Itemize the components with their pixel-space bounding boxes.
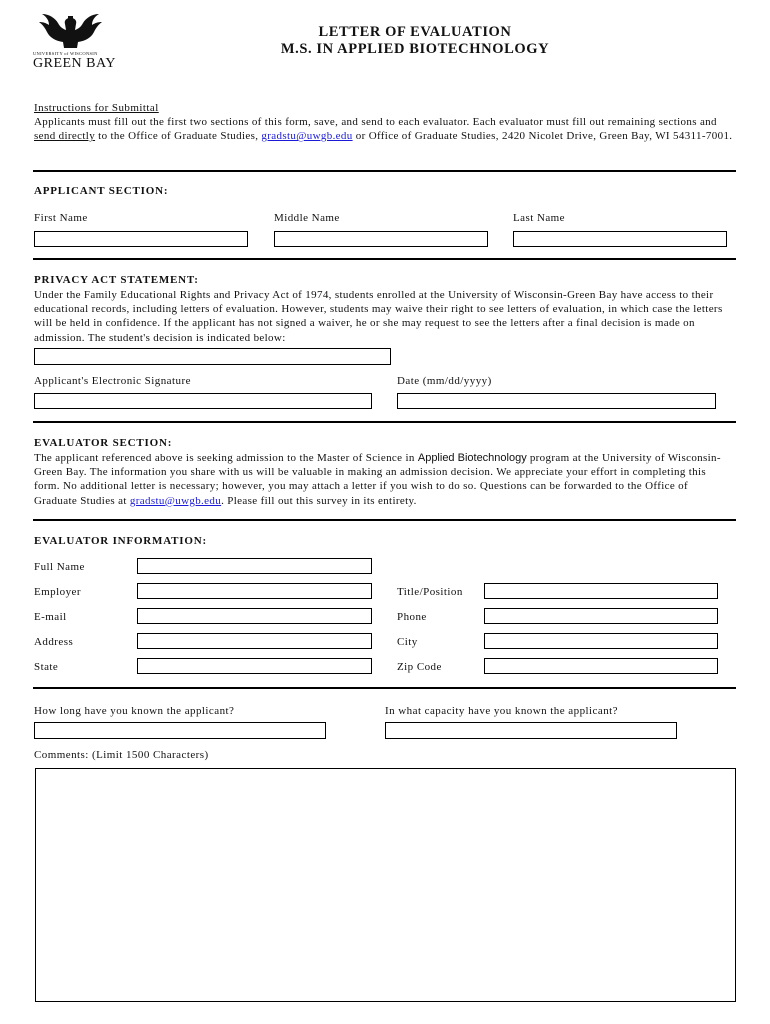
middle-name-label: Middle Name — [274, 212, 340, 224]
page-title: LETTER OF EVALUATION — [318, 24, 512, 40]
privacy-text: Under the Family Educational Rights and Privacy Act of 1974, students enrolled at the University of Wisconsin-Green Bay have access to their educational records, including letters of evaluation. However, students may waive their right to see letters of evaluation, in which case the letters will be held in confidence. If the applicant has not signed a waiver, he or she may request to see the letters after a final decision is made on admission. The student's decision is indicated below: — [34, 289, 723, 344]
evaluator-text: The applicant referenced above is seeking admission to the Master of Science in Applied Biotechnology program at the University of Wisconsin-Green Bay. The information you share with us will be valuable in making an admission decision. We appreciate your effort in completing this form. No additional letter is necessary; however, you may attach a letter if you wish to do so. Questions can be forwarded to the Office of Graduate Studies at gradstu@uwgb.edu. Please fill out this survey in its entirety. — [34, 452, 721, 507]
evaluator-email-link[interactable]: gradstu@uwgb.edu — [129, 494, 222, 507]
last-name-field[interactable] — [513, 231, 727, 247]
how-long-label: How long have you known the applicant? — [34, 705, 235, 717]
university-logo — [33, 12, 116, 71]
full-name-field[interactable] — [137, 558, 372, 574]
how-long-field[interactable] — [34, 722, 326, 739]
student-decision-field[interactable] — [34, 348, 391, 365]
instructions-text: Applicants must fill out the first two sections of this form, save, and send to each evaluator. Each evaluator must fill out remaining sections and send directly to the Office of Graduate Studies, gradstu@uwgb.edu or Office of Graduate Studies, 2420 Nicolet Drive, Green Bay, WI 54311-7001. — [34, 116, 733, 143]
privacy-heading: PRIVACY ACT STATEMENT: — [34, 274, 199, 286]
capacity-field[interactable] — [385, 722, 677, 739]
first-name-label: First Name — [34, 212, 88, 224]
signature-label: Applicant's Electronic Signature — [34, 375, 191, 387]
evaluator-section-heading: EVALUATOR SECTION: — [34, 437, 173, 449]
instructions-email-link[interactable]: gradstu@uwgb.edu — [261, 130, 353, 143]
instructions-heading: Instructions for Submittal — [34, 102, 159, 114]
evaluator-info-heading: EVALUATOR INFORMATION: — [34, 535, 207, 547]
phone-label: Phone — [397, 611, 427, 623]
address-label: Address — [34, 636, 74, 648]
comments-label: Comments: (Limit 1500 Characters) — [34, 749, 209, 761]
full-name-label: Full Name — [34, 561, 85, 573]
date-field[interactable] — [397, 393, 716, 409]
comments-textarea[interactable] — [35, 768, 736, 1002]
logo-campus-text: GREEN BAY — [33, 56, 116, 71]
divider — [33, 170, 736, 172]
city-label: City — [397, 636, 418, 648]
email-label: E-mail — [34, 611, 67, 623]
zip-code-label: Zip Code — [397, 661, 442, 673]
phone-field[interactable] — [484, 608, 718, 624]
divider — [33, 421, 736, 423]
send-directly-text: send directly — [34, 130, 96, 143]
state-label: State — [34, 661, 59, 673]
divider — [33, 687, 736, 689]
middle-name-field[interactable] — [274, 231, 488, 247]
page-subtitle: M.S. IN APPLIED BIOTECHNOLOGY — [280, 41, 550, 57]
city-field[interactable] — [484, 633, 718, 649]
logo-university-text: UNIVERSITY of WISCONSIN — [33, 51, 98, 56]
date-label: Date (mm/dd/yyyy) — [397, 375, 492, 387]
divider — [33, 258, 736, 260]
zip-code-field[interactable] — [484, 658, 718, 674]
employer-field[interactable] — [137, 583, 372, 599]
first-name-field[interactable] — [34, 231, 248, 247]
phoenix-logo-icon — [33, 12, 108, 50]
employer-label: Employer — [34, 586, 81, 598]
signature-field[interactable] — [34, 393, 372, 409]
address-field[interactable] — [137, 633, 372, 649]
applicant-section-heading: APPLICANT SECTION: — [34, 185, 169, 197]
email-field[interactable] — [137, 608, 372, 624]
state-field[interactable] — [137, 658, 372, 674]
last-name-label: Last Name — [513, 212, 566, 224]
title-position-label: Title/Position — [397, 586, 463, 598]
title-position-field[interactable] — [484, 583, 718, 599]
divider — [33, 519, 736, 521]
capacity-label: In what capacity have you known the applicant? — [385, 705, 618, 717]
program-name: Applied Biotechnology — [417, 452, 527, 464]
